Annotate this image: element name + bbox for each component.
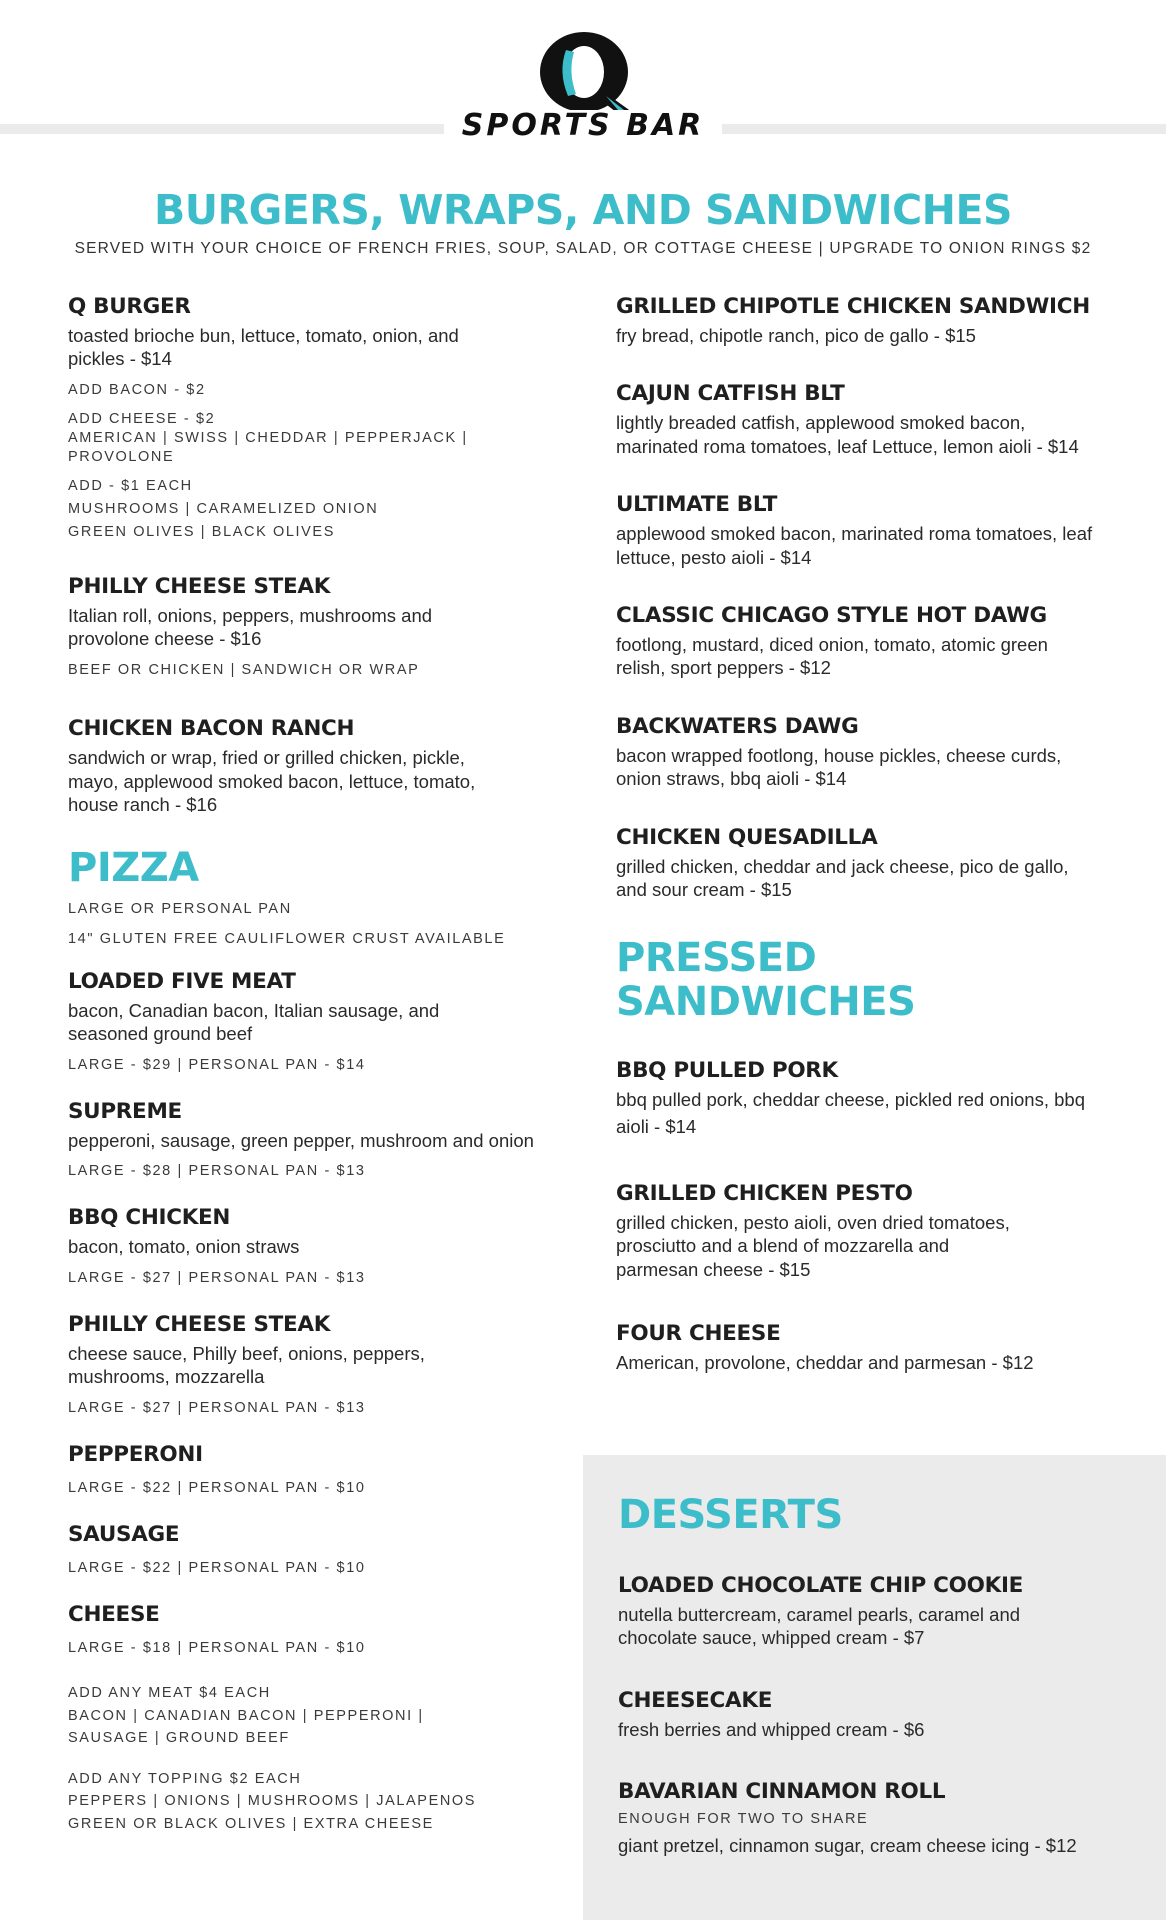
menu-item-chicken-bacon-ranch xyxy=(68,716,568,816)
burgers-section-subtitle: SERVED WITH YOUR CHOICE OF FRENCH FRIES, SOUP, SALAD, OR COTTAGE CHEESE | UPGRADE TO ONION RINGS $2 xyxy=(74,240,1092,257)
item-name: CAJUN CATFISH BLT xyxy=(616,381,845,407)
pizza-item xyxy=(68,1522,568,1580)
item-description: bacon, Canadian bacon, Italian sausage, and seasoned ground beef xyxy=(68,999,440,1045)
item-name: GRILLED CHIPOTLE CHICKEN SANDWICH xyxy=(616,294,1090,319)
item-options: BEEF OR CHICKEN | SANDWICH OR WRAP xyxy=(68,661,420,678)
item-name: CHICKEN BACON RANCH xyxy=(68,716,355,742)
topping-options-2: GREEN OR BLACK OLIVES | EXTRA CHEESE xyxy=(68,1815,434,1832)
add-each-note: ADD - $1 EACH xyxy=(68,477,193,494)
dessert-item xyxy=(618,1688,1138,1741)
item-name: FOUR CHEESE xyxy=(616,1321,781,1347)
topping-options-1: PEPPERS | ONIONS | MUSHROOMS | JALAPENOS xyxy=(68,1793,477,1810)
item-description: fresh berries and whipped cream - $6 xyxy=(618,1718,925,1740)
pizza-add-topping xyxy=(68,1768,568,1835)
item-description: grilled chicken, cheddar and jack cheese, pico de gallo, and sour cream - $15 xyxy=(616,855,1069,901)
desserts-panel xyxy=(583,1455,1166,1920)
item-description: footlong, mustard, diced onion, tomato, atomic green relish, sport peppers - $12 xyxy=(616,633,1048,679)
item-name: Q BURGER xyxy=(68,294,191,319)
right-column xyxy=(616,294,1096,1409)
pressed-sandwiches-title: PRESSED SANDWICHES xyxy=(616,934,916,1025)
menu-header xyxy=(0,0,1166,150)
item-description: giant pretzel, cinnamon sugar, cream cheese icing - $12 xyxy=(618,1835,1077,1857)
menu-item xyxy=(616,492,1096,569)
item-description: pepperoni, sausage, green pepper, mushroom and onion xyxy=(68,1129,534,1151)
pizza-note-gluten-free: 14" GLUTEN FREE CAULIFLOWER CRUST AVAILABLE xyxy=(68,930,506,947)
dessert-item xyxy=(618,1779,1138,1858)
item-name: SAUSAGE xyxy=(68,1522,180,1548)
item-description: bacon wrapped footlong, house pickles, cheese curds, onion straws, bbq aioli - $14 xyxy=(616,744,1062,790)
item-price: LARGE - $22 | PERSONAL PAN - $10 xyxy=(68,1559,366,1576)
item-name: CHEESECAKE xyxy=(618,1687,773,1713)
item-price: LARGE - $18 | PERSONAL PAN - $10 xyxy=(68,1640,366,1657)
item-name: PEPPERONI xyxy=(68,1442,203,1468)
item-price: LARGE - $27 | PERSONAL PAN - $13 xyxy=(68,1399,366,1416)
item-description: American, provolone, cheddar and parmesan - $12 xyxy=(616,1352,1034,1374)
item-name: BAVARIAN CINNAMON ROLL xyxy=(618,1779,946,1805)
logo-text: SPORTS BAR xyxy=(461,108,705,143)
pizza-item xyxy=(68,1442,568,1500)
meat-options-1: BACON | CANADIAN BACON | PEPPERONI | xyxy=(68,1707,424,1724)
pressed-item xyxy=(616,1321,1096,1374)
pressed-item xyxy=(616,1181,1096,1281)
pizza-item xyxy=(68,969,568,1077)
item-name: CHICKEN QUESADILLA xyxy=(616,824,878,850)
sports-bar-logo xyxy=(454,30,712,148)
menu-item xyxy=(616,714,1096,791)
dessert-item xyxy=(618,1573,1138,1650)
item-description: lightly breaded catfish, applewood smoked bacon, marinated roma tomatoes, leaf Lettuce, lemon aioli - $14 xyxy=(616,412,1079,457)
item-name: GRILLED CHICKEN PESTO xyxy=(616,1181,913,1207)
burgers-section-title: BURGERS, WRAPS, AND SANDWICHES xyxy=(153,186,1013,234)
header-rule-right xyxy=(722,124,1166,134)
pressed-item xyxy=(616,1058,1096,1142)
item-description: fry bread, chipotle ranch, pico de gallo - $15 xyxy=(616,324,976,346)
pizza-note-size: LARGE OR PERSONAL PAN xyxy=(68,901,292,918)
item-name: BBQ PULLED PORK xyxy=(616,1057,838,1083)
menu-item-philly-cheese-steak xyxy=(68,574,568,682)
item-description: Italian roll, onions, peppers, mushrooms and provolone cheese - $16 xyxy=(68,605,433,650)
item-description: grilled chicken, pesto aioli, oven dried tomatoes, prosciutto and a blend of mozzarella and parmesan cheese - $15 xyxy=(616,1211,1010,1280)
add-meat-note: ADD ANY MEAT $4 EACH xyxy=(68,1685,271,1702)
pizza-section-title: PIZZA xyxy=(68,845,199,892)
item-price: LARGE - $29 | PERSONAL PAN - $14 xyxy=(68,1056,366,1073)
meat-options-2: SAUSAGE | GROUND BEEF xyxy=(68,1730,290,1747)
item-description: applewood smoked bacon, marinated roma tomatoes, leaf lettuce, pesto aioli - $14 xyxy=(616,523,1093,568)
item-name: PHILLY CHEESE STEAK xyxy=(68,574,331,600)
item-name: SUPREME xyxy=(68,1098,182,1124)
item-price: LARGE - $28 | PERSONAL PAN - $13 xyxy=(68,1163,366,1180)
item-price: LARGE - $22 | PERSONAL PAN - $10 xyxy=(68,1479,366,1496)
item-name: PHILLY CHEESE STEAK xyxy=(68,1311,331,1337)
item-description: nutella buttercream, caramel pearls, caramel and chocolate sauce, whipped cream - $7 xyxy=(618,1603,1021,1649)
menu-item xyxy=(616,603,1096,680)
topping-options-1: MUSHROOMS | CARAMELIZED ONION xyxy=(68,500,379,517)
add-topping-note: ADD ANY TOPPING $2 EACH xyxy=(68,1770,302,1787)
item-description: sandwich or wrap, fried or grilled chicken, pickle, mayo, applewood smoked bacon, lettuce, tomato, house ranch - $16 xyxy=(68,747,476,815)
item-price: LARGE - $27 | PERSONAL PAN - $13 xyxy=(68,1269,366,1286)
item-name: ULTIMATE BLT xyxy=(616,492,778,518)
pizza-item xyxy=(68,1205,568,1290)
desserts-title: DESSERTS xyxy=(618,1492,843,1538)
desserts-content xyxy=(618,1493,1138,1892)
item-name: BACKWATERS DAWG xyxy=(616,713,859,739)
cheese-options: AMERICAN | SWISS | CHEDDAR | PEPPERJACK | PROVOLONE xyxy=(68,429,468,465)
item-name: CLASSIC CHICAGO STYLE HOT DAWG xyxy=(616,603,1047,629)
menu-item xyxy=(616,381,1096,458)
left-column xyxy=(68,294,568,1835)
menu-item xyxy=(616,294,1096,347)
item-note: ENOUGH FOR TWO TO SHARE xyxy=(618,1811,869,1828)
item-name: CHEESE xyxy=(68,1602,160,1628)
pizza-item xyxy=(68,1312,568,1420)
item-name: LOADED FIVE MEAT xyxy=(68,968,296,994)
q-logo-icon xyxy=(454,30,712,110)
topping-options-2: GREEN OLIVES | BLACK OLIVES xyxy=(68,523,335,540)
item-description: cheese sauce, Philly beef, onions, peppers, mushrooms, mozzarella xyxy=(68,1342,425,1388)
menu-item xyxy=(616,825,1096,902)
add-bacon-note: ADD BACON - $2 xyxy=(68,381,206,398)
item-name: BBQ CHICKEN xyxy=(68,1205,231,1231)
item-description: toasted brioche bun, lettuce, tomato, onion, and pickles - $14 xyxy=(68,324,459,370)
header-rule-left xyxy=(0,124,444,134)
menu-item-q-burger xyxy=(68,294,568,544)
pizza-add-meat xyxy=(68,1682,568,1749)
item-description: bacon, tomato, onion straws xyxy=(68,1236,300,1258)
pizza-item xyxy=(68,1602,568,1660)
pizza-item xyxy=(68,1099,568,1184)
item-description: bbq pulled pork, cheddar cheese, pickled red onions, bbq aioli - $14 xyxy=(616,1089,1085,1138)
add-cheese-note: ADD CHEESE - $2 xyxy=(68,411,216,428)
item-name: LOADED CHOCOLATE CHIP COOKIE xyxy=(618,1573,1024,1598)
